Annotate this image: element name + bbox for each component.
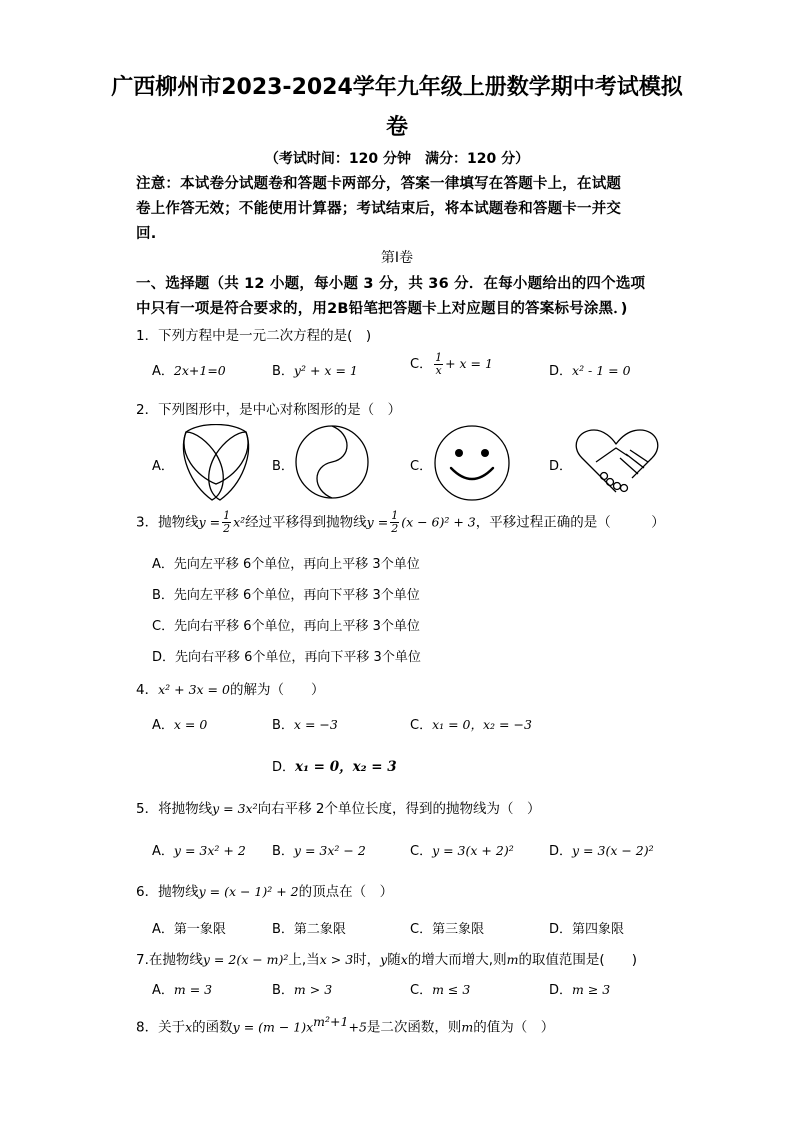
q6-option-c: C．第三象限: [410, 922, 485, 937]
denominator: x: [435, 364, 442, 377]
option-label: C．: [410, 983, 433, 998]
equation-rest: x²: [233, 514, 246, 530]
equation: y = 2(x − m)²: [202, 952, 289, 967]
q7-option-c: [410, 979, 470, 998]
page-title: 广西柳州市2023-2024学年九年级上册数学期中考试模拟: [111, 75, 683, 100]
notice-line-3: 回.: [136, 226, 157, 242]
stem-text: 3．抛物线: [136, 514, 199, 531]
q3-option-b: B．先向左平移 6个单位，再向下平移 3个单位: [152, 588, 420, 603]
option-label: B．: [272, 718, 294, 733]
q7-option-b: [272, 979, 332, 998]
variable-m: m: [506, 952, 519, 967]
option-label: C．: [410, 844, 433, 859]
stem-text: 5．将抛物线: [136, 801, 213, 817]
stem-text: 8．关于: [136, 1019, 186, 1036]
denominator: 2: [223, 522, 231, 535]
option-text: y = 3(x + 2)²: [432, 843, 514, 858]
variable-m: m: [461, 1019, 474, 1035]
option-text: y = 3(x − 2)²: [572, 843, 654, 858]
q5-option-a: [152, 840, 246, 859]
knuckle-1: [601, 473, 608, 480]
fraction: [222, 510, 231, 535]
notice-line-1: 注意：本试卷分试题卷和答题卡两部分，答案一律填写在答题卡上，在试题: [136, 176, 622, 192]
left-eye: [455, 449, 463, 457]
stem-text: 6．抛物线: [136, 884, 199, 900]
q5-option-d: [549, 840, 654, 859]
option-text: y = 3x² − 2: [293, 843, 366, 858]
option-label: A．: [152, 364, 174, 379]
q2-option-c-label: C．: [410, 459, 433, 474]
page-title-continued: 卷: [385, 115, 408, 140]
q1-option-c: [410, 352, 493, 377]
q6-option-d: D．第四象限: [549, 922, 625, 937]
stem-text: 4．: [136, 682, 159, 698]
yin-yang-figure: [294, 424, 370, 500]
equation-rest: +5: [348, 1019, 367, 1035]
option-text: m = 3: [173, 982, 213, 997]
option-text: + x = 1: [445, 356, 493, 371]
denominator: 2: [391, 522, 399, 535]
option-label: A．: [152, 718, 174, 733]
q7-option-d: [549, 979, 610, 998]
smile: [451, 468, 493, 479]
section-heading-line-1: 一、选择题（共 12 小题，每小题 3 分，共 36 分．在每小题给出的四个选项: [136, 276, 646, 292]
option-text: m > 3: [293, 982, 333, 997]
option-label: D．: [549, 364, 573, 379]
option-label: B．: [272, 983, 294, 998]
option-text: m ≤ 3: [432, 982, 471, 997]
stem-text: 的取值范围是( ): [518, 952, 637, 968]
numerator: 1: [435, 351, 443, 364]
exponent: m²+1: [313, 1014, 349, 1029]
stem-text: 的增大而增大,则: [407, 952, 507, 968]
stem-text: 的解为（ ）: [229, 682, 325, 698]
stem-text: 的函数: [192, 1019, 233, 1036]
question-8-stem: [136, 1014, 554, 1036]
option-label: D．: [549, 983, 573, 998]
face-outline: [435, 426, 509, 500]
stem-text: 向右平移 2个单位长度，得到的抛物线为（ ）: [257, 801, 541, 817]
q4-option-d: [272, 755, 397, 775]
q4-option-a: [152, 714, 207, 733]
stem-text: 经过平移得到抛物线: [245, 514, 367, 531]
q7-option-a: [152, 979, 212, 998]
stem-text: 的顶点在（ ）: [298, 884, 394, 900]
q2-option-a-label: A．: [152, 459, 174, 474]
option-text: x₁ = 0，x₂ = −3: [432, 717, 532, 732]
knuckle-2: [607, 479, 614, 486]
question-1-stem: 1．下列方程中是一元二次方程的是( ): [136, 328, 372, 344]
q6-option-a: A．第一象限: [152, 922, 226, 937]
notice-line-2: 卷上作答无效；不能使用计算器；考试结束后，将本试题卷和答题卡一并交: [136, 201, 622, 217]
q3-option-d: D．先向右平移 6个单位，再向下平移 3个单位: [152, 650, 421, 665]
option-label: C．: [410, 357, 433, 372]
stem-text: 7.在抛物线: [136, 952, 203, 968]
fraction: [434, 352, 443, 377]
loop-right: [209, 432, 249, 500]
question-3-stem: [136, 510, 665, 535]
q1-option-b: [272, 360, 358, 379]
question-4-stem: [136, 678, 324, 698]
stem-text: 上,当: [288, 952, 320, 968]
stem-text: 是二次函数，则: [366, 1019, 462, 1036]
option-label: B．: [272, 364, 294, 379]
option-label: D．: [549, 844, 573, 859]
numerator: 1: [391, 509, 399, 522]
stem-text: 随: [387, 952, 401, 968]
stem-text: ，平移过程正确的是（ ）: [475, 514, 665, 531]
q1-option-d: [549, 360, 631, 379]
question-5-stem: [136, 797, 540, 817]
q2-option-b-label: B．: [272, 459, 294, 474]
knuckle-3: [614, 483, 621, 490]
hand-left: [596, 448, 628, 462]
s-curve: [317, 426, 347, 498]
q1-option-a: [152, 360, 226, 379]
numerator: 1: [223, 509, 231, 522]
loop-left: [184, 432, 224, 500]
option-text: x = 0: [173, 717, 208, 732]
question-7-stem: [136, 948, 637, 968]
option-label: A．: [152, 983, 174, 998]
right-eye: [481, 449, 489, 457]
smiley-face-figure: [433, 424, 511, 502]
q4-option-b: [272, 714, 338, 733]
option-text: m ≥ 3: [572, 982, 611, 997]
option-text: x₁ = 0，x₂ = 3: [295, 759, 397, 775]
fraction: [390, 510, 399, 535]
stem-text: 的值为（ ）: [473, 1019, 555, 1036]
triquetra-figure: [176, 424, 256, 504]
variable-y: y: [380, 952, 388, 967]
q5-option-b: [272, 840, 366, 859]
option-text: x² - 1 = 0: [572, 363, 631, 378]
section-heading-line-2: 中只有一项是符合要求的，用2B铅笔把答题卡上对应题目的答案标号涂黑．): [136, 301, 628, 317]
q6-option-b: B．第二象限: [272, 922, 346, 937]
option-text: x = −3: [293, 717, 338, 732]
equation: y = (x − 1)² + 2: [198, 884, 299, 899]
question-6-stem: [136, 880, 393, 900]
option-text: y² + x = 1: [293, 363, 358, 378]
question-2-stem: 2．下列图形中，是中心对称图形的是（ ）: [136, 402, 402, 418]
equation: y = 3x²: [212, 801, 258, 816]
q3-option-c: C．先向右平移 6个单位，再向上平移 3个单位: [152, 619, 420, 634]
q3-option-a: A．先向左平移 6个单位，再向上平移 3个单位: [152, 557, 420, 572]
equation-rest: (x − 6)² + 3: [401, 514, 476, 530]
condition: x > 3: [319, 952, 354, 967]
option-label: A．: [152, 844, 174, 859]
exam-info: （考试时间：120 分钟 满分：120 分）: [264, 151, 530, 167]
knuckle-4: [621, 485, 628, 492]
variable-x: x: [400, 952, 408, 967]
option-label: D．: [272, 760, 296, 775]
equation-lhs: y =: [366, 514, 389, 530]
option-text: 2x+1=0: [173, 363, 226, 378]
variable-x: x: [185, 1019, 193, 1035]
handshake-heart-figure: [572, 428, 662, 496]
equation: y = (m − 1)x: [232, 1019, 314, 1035]
stem-text: 时，: [353, 952, 381, 968]
equation-lhs: y =: [198, 514, 221, 530]
option-label: B．: [272, 844, 294, 859]
option-text: y = 3x² + 2: [173, 843, 246, 858]
option-label: C．: [410, 718, 433, 733]
equation: x² + 3x = 0: [158, 682, 230, 697]
q4-option-c: [410, 714, 532, 733]
q5-option-c: [410, 840, 514, 859]
volume-label: 第Ⅰ卷: [380, 250, 414, 266]
q2-option-d-label: D．: [549, 459, 573, 474]
